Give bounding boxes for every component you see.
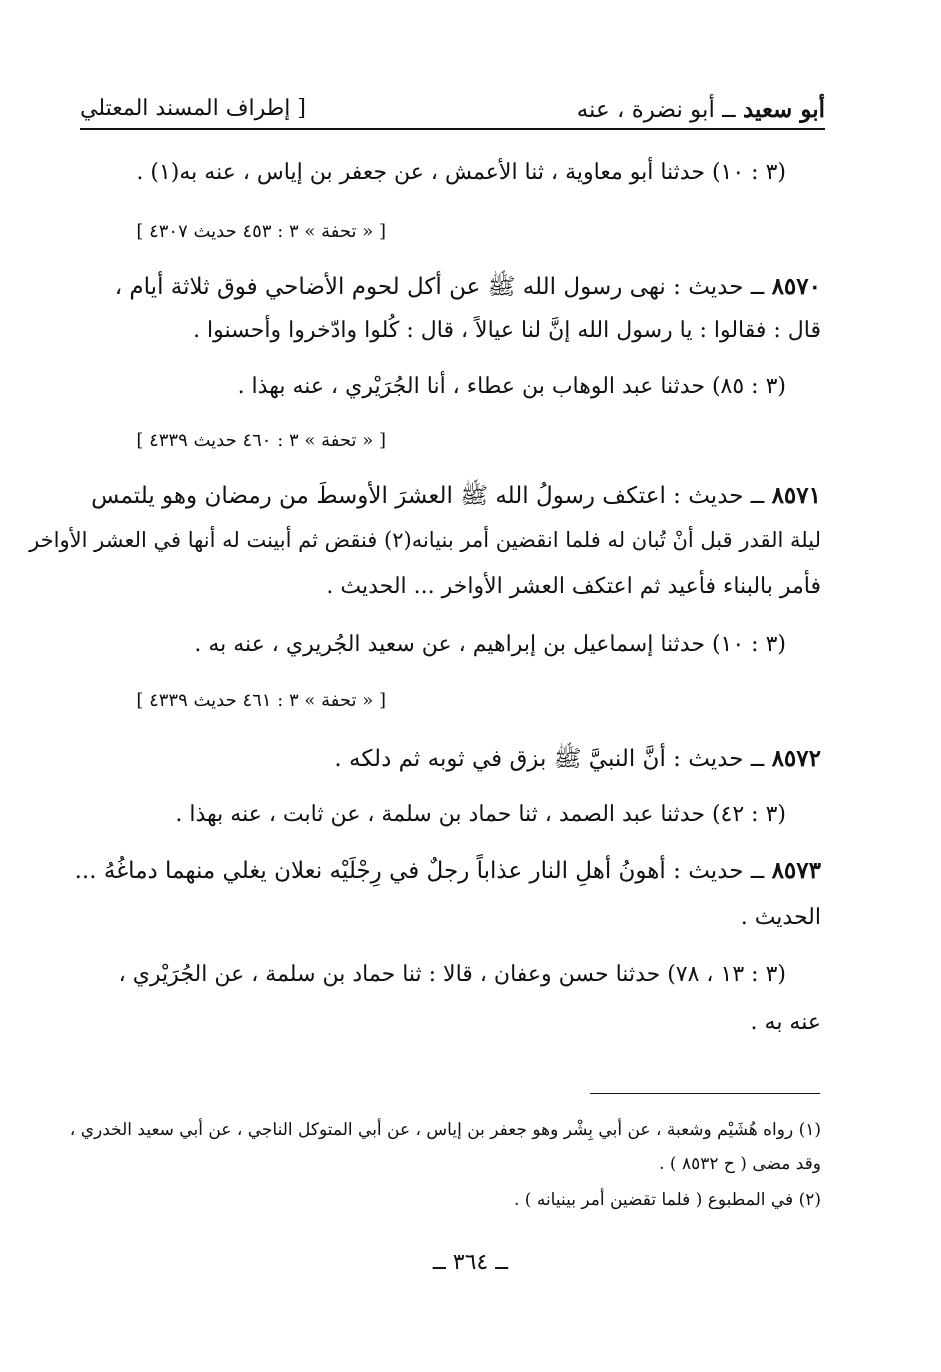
- footnote: (١) رواه هُشَيْم وشعبة ، عن أبي بِشْر وهو جعفر بن إياس ، عن أبي المتوكل الناجي ، عن أبي سعيد الخدري ،: [69, 1120, 821, 1140]
- hadith-line: [334, 744, 821, 778]
- header-title: [577, 96, 825, 123]
- hadith-number: ٨٥٧٠: [771, 273, 821, 300]
- hadith-line: ليلة القدر قبل أنْ تُبان له فلما انقضين أمر بنيانه(٢) فنقض ثم أبينت له أنها في العشر الأواخر: [29, 528, 821, 552]
- tuhfa-reference: [ « تحفة » ٣ : ٤٦٠ حديث ٤٣٣٩ ]: [136, 430, 386, 451]
- isnad-line: (٣ : ٤٢) حدثنا عبد الصمد ، ثنا حماد بن سلمة ، عن ثابت ، عنه بهذا .: [175, 802, 786, 827]
- footnote: (٢) في المطبوع ( فلما تقضين أمر بينيانه ) .: [513, 1190, 821, 1210]
- hadith-number: ٨٥٧٣: [771, 857, 821, 884]
- hadith-line: [115, 272, 821, 306]
- running-header: [80, 88, 825, 130]
- page-number: ــ ٣٦٤ ــ: [432, 1250, 509, 1275]
- header-subtitle: ــ أبو نضرة ، عنه: [576, 97, 743, 123]
- tuhfa-reference: [ « تحفة » ٣ : ٤٦١ حديث ٤٣٣٩ ]: [136, 690, 386, 711]
- isnad-line: (٣ : ١٠) حدثنا أبو معاوية ، ثنا الأعمش ، عن جعفر بن إياس ، عنه به(١) .: [136, 160, 786, 185]
- isnad-line: (٣ : ١٣ ، ٧٨) حدثنا حسن وعفان ، قالا : ثنا حماد بن سلمة ، عن الجُرَيْري ،: [118, 962, 786, 987]
- footnote-separator: [590, 1093, 820, 1094]
- hadith-number: ٨٥٧١: [771, 482, 821, 509]
- hadith-text: ــ حديث : أنَّ النبيَّ ﷺ بزق في ثوبه ثم دلكه .: [334, 746, 772, 772]
- header-author: أبو سعيد: [742, 96, 825, 123]
- hadith-line: [91, 481, 821, 515]
- hadith-line: الحديث .: [740, 905, 821, 930]
- tuhfa-reference: [ « تحفة » ٣ : ٤٥٣ حديث ٤٣٠٧ ]: [136, 221, 386, 242]
- hadith-text: ــ حديث : نهى رسول الله ﷺ عن أكل لحوم الأضاحي فوق ثلاثة أيام ،: [114, 274, 772, 300]
- hadith-number: ٨٥٧٢: [771, 745, 821, 772]
- isnad-line: عنه به .: [750, 1010, 821, 1035]
- isnad-line: (٣ : ٨٥) حدثنا عبد الوهاب بن عطاء ، أنا الجُرَيْري ، عنه بهذا .: [237, 374, 786, 399]
- hadith-text: ــ حديث : أهونُ أهلِ النار عذاباً رجلٌ في رِجْلَيْه نعلان يغلي منهما دماغُهُ ...: [74, 858, 772, 884]
- hadith-line: قال : فقالوا : يا رسول الله إنَّ لنا عيالاً ، قال : كُلوا وادّخروا وأحسنوا .: [193, 318, 821, 343]
- hadith-line: [75, 857, 821, 884]
- hadith-line: فأمر بالبناء فأعيد ثم اعتكف العشر الأواخر ... الحديث .: [326, 574, 821, 599]
- isnad-line: (٣ : ١٠) حدثنا إسماعيل بن إبراهيم ، عن سعيد الجُريري ، عنه به .: [194, 632, 786, 657]
- hadith-text: ــ حديث : اعتكف رسولُ الله ﷺ العشرَ الأوسطَ من رمضان وهو يلتمس: [91, 483, 772, 509]
- footnote: وقد مضى ( ح ٨٥٣٢ ) .: [659, 1154, 821, 1174]
- header-book-title: [ إطراف المسند المعتلي: [80, 96, 306, 121]
